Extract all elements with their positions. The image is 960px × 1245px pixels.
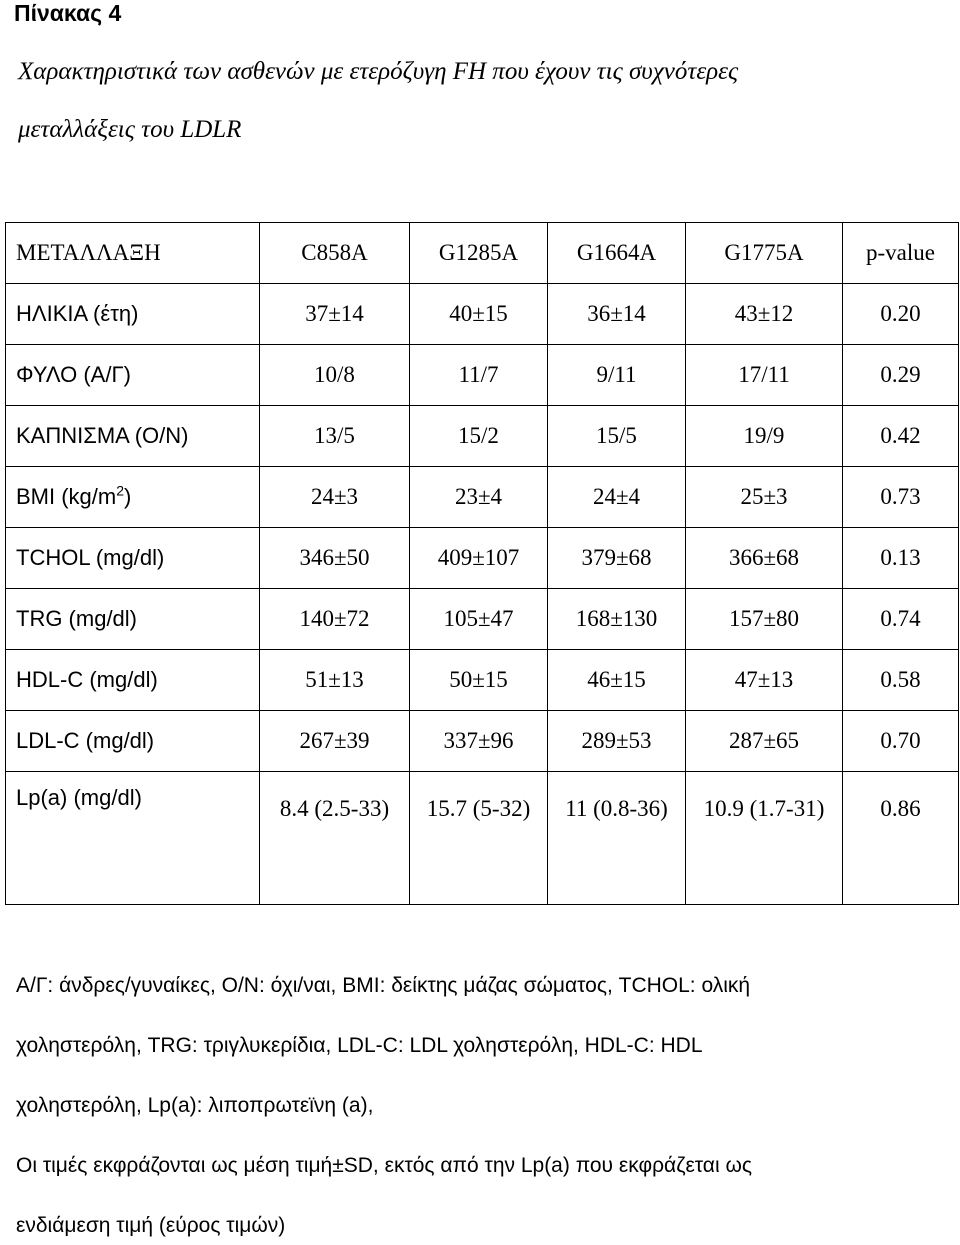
- header-g1664a: G1664A: [548, 223, 686, 284]
- row-label: [6, 467, 260, 528]
- row-label: ΚΑΠΝΙΣΜΑ (Ο/Ν): [6, 406, 260, 467]
- table-cell: 51±13: [260, 650, 410, 711]
- table-row: [6, 772, 959, 905]
- table-cell: 379±68: [548, 528, 686, 589]
- table-cell: 337±96: [410, 711, 548, 772]
- footnote-line-2: χοληστερόλη, TRG: τριγλυκερίδια, LDL-C: LDL χοληστερόλη, HDL-C: HDL: [16, 1034, 703, 1057]
- table-row: [6, 406, 959, 467]
- p-value-cell: 0.58: [843, 650, 959, 711]
- table-caption-line-2: μεταλλάξεις του LDLR: [18, 116, 242, 143]
- table-cell: 157±80: [686, 589, 843, 650]
- table-cell: 40±15: [410, 284, 548, 345]
- p-value-cell: 0.20: [843, 284, 959, 345]
- table-cell: 366±68: [686, 528, 843, 589]
- row-label: TRG (mg/dl): [6, 589, 260, 650]
- table-cell: 9/11: [548, 345, 686, 406]
- footnote-line-3: χοληστερόλη, Lp(a): λιποπρωτεϊνη (a),: [16, 1094, 374, 1117]
- table-cell: 43±12: [686, 284, 843, 345]
- header-g1775a: G1775A: [686, 223, 843, 284]
- header-g1285a: G1285A: [410, 223, 548, 284]
- row-label-superscript: 2: [116, 482, 125, 499]
- table-cell: 8.4 (2.5-33): [260, 772, 410, 905]
- table-row: [6, 528, 959, 589]
- table-cell: 15/2: [410, 406, 548, 467]
- header-c858a: C858A: [260, 223, 410, 284]
- table-cell: 47±13: [686, 650, 843, 711]
- table-cell: 10/8: [260, 345, 410, 406]
- footnote-line-1: Α/Γ: άνδρες/γυναίκες, Ο/Ν: όχι/ναι, BMI: δείκτης μάζας σώματος, TCHOL: ολική: [16, 974, 751, 997]
- table-cell: 25±3: [686, 467, 843, 528]
- table-cell: 36±14: [548, 284, 686, 345]
- table-cell: 105±47: [410, 589, 548, 650]
- table-cell: 50±15: [410, 650, 548, 711]
- table-cell: 168±130: [548, 589, 686, 650]
- table-number-title: Πίνακας 4: [14, 0, 122, 26]
- p-value-cell: 0.73: [843, 467, 959, 528]
- table-cell: 24±4: [548, 467, 686, 528]
- p-value-cell: 0.13: [843, 528, 959, 589]
- table-cell: 287±65: [686, 711, 843, 772]
- table-cell: 15.7 (5-32): [410, 772, 548, 905]
- table-row: [6, 284, 959, 345]
- footnote-line-5: ενδιάμεση τιμή (εύρος τιμών): [16, 1214, 286, 1237]
- table-cell: 13/5: [260, 406, 410, 467]
- row-label-main: BMI (kg/m: [16, 484, 117, 509]
- header-p-value: p-value: [843, 223, 959, 284]
- p-value-cell: 0.29: [843, 345, 959, 406]
- p-value-cell: 0.42: [843, 406, 959, 467]
- row-label: ΗΛΙΚΙΑ (έτη): [6, 284, 260, 345]
- table-header-row: [6, 223, 959, 284]
- table-cell: 289±53: [548, 711, 686, 772]
- table-row: [6, 650, 959, 711]
- table-cell: 17/11: [686, 345, 843, 406]
- row-label: HDL-C (mg/dl): [6, 650, 260, 711]
- table-cell: 46±15: [548, 650, 686, 711]
- row-label: Lp(a) (mg/dl): [6, 772, 260, 905]
- table-cell: 15/5: [548, 406, 686, 467]
- table-cell: 23±4: [410, 467, 548, 528]
- table-cell: 10.9 (1.7-31): [686, 772, 843, 905]
- footnote-line-4: Οι τιμές εκφράζονται ως μέση τιμή±SD, εκτός από την Lp(a) που εκφράζεται ως: [16, 1154, 752, 1177]
- row-label-end: ): [124, 484, 132, 509]
- row-label: ΦΥΛΟ (Α/Γ): [6, 345, 260, 406]
- table-caption-line-1: Χαρακτηριστικά των ασθενών με ετερόζυγη FH που έχουν τις συχνότερες: [18, 58, 739, 85]
- p-value-cell: 0.86: [843, 772, 959, 905]
- table-row: [6, 589, 959, 650]
- table-row: [6, 711, 959, 772]
- table-cell: 11 (0.8-36): [548, 772, 686, 905]
- table-row: [6, 345, 959, 406]
- header-mutation: ΜΕΤΑΛΛΑΞΗ: [6, 223, 260, 284]
- row-label: LDL-C (mg/dl): [6, 711, 260, 772]
- table-cell: 267±39: [260, 711, 410, 772]
- table-cell: 19/9: [686, 406, 843, 467]
- table-cell: 140±72: [260, 589, 410, 650]
- table-cell: 409±107: [410, 528, 548, 589]
- mutations-table: [5, 222, 959, 905]
- row-label: TCHOL (mg/dl): [6, 528, 260, 589]
- table-cell: 37±14: [260, 284, 410, 345]
- p-value-cell: 0.70: [843, 711, 959, 772]
- table-row: [6, 467, 959, 528]
- p-value-cell: 0.74: [843, 589, 959, 650]
- table-cell: 24±3: [260, 467, 410, 528]
- table-cell: 11/7: [410, 345, 548, 406]
- table-cell: 346±50: [260, 528, 410, 589]
